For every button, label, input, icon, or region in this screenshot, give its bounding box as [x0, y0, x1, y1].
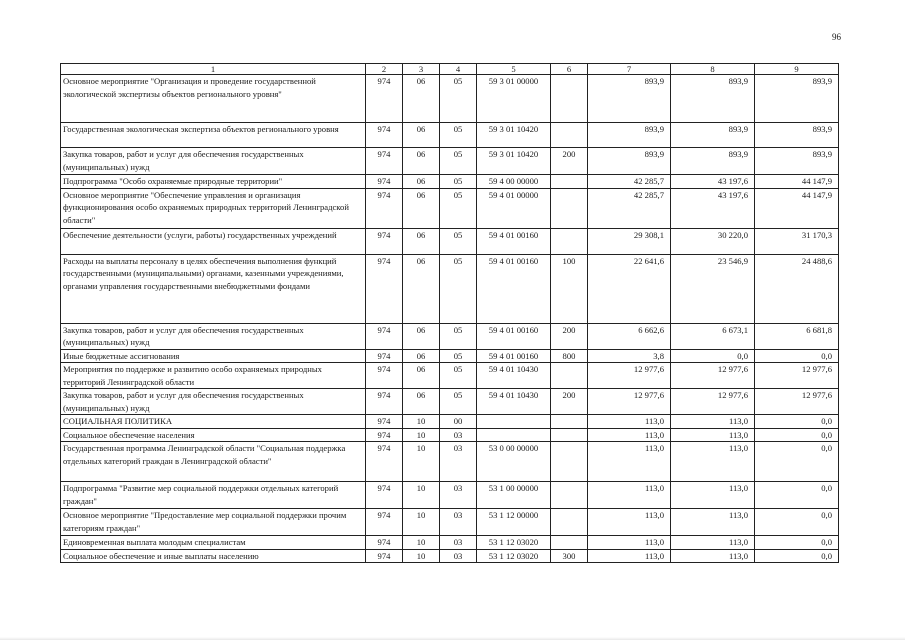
cell-amount-1: 3,8: [588, 349, 671, 363]
cell-expense-type: [551, 415, 588, 429]
cell-amount-2: 30 220,0: [671, 228, 755, 254]
cell-amount-2: 12 977,6: [671, 363, 755, 389]
cell-amount-1: 6 662,6: [588, 323, 671, 349]
cell-name: Основное мероприятие "Организация и проведение государственной экологической экспертизы объектов регионального уровня": [61, 75, 366, 123]
cell-name: Государственная экологическая экспертиза объектов регионального уровня: [61, 123, 366, 148]
cell-target-article: 59 4 01 00000: [477, 188, 551, 228]
cell-target-article: 53 1 00 00000: [477, 482, 551, 509]
table-row: [61, 549, 839, 563]
cell-subsection: 05: [440, 363, 477, 389]
cell-target-article: 53 1 12 03020: [477, 536, 551, 550]
cell-admin-code: 974: [366, 482, 403, 509]
table-row: [61, 75, 839, 123]
cell-name: Подпрограмма "Развитие мер социальной поддержки отдельных категорий граждан": [61, 482, 366, 509]
cell-subsection: 03: [440, 509, 477, 536]
cell-subsection: 05: [440, 254, 477, 323]
cell-subsection: 05: [440, 389, 477, 415]
cell-amount-1: 12 977,6: [588, 363, 671, 389]
cell-amount-2: 12 977,6: [671, 389, 755, 415]
cell-expense-type: [551, 363, 588, 389]
header-cell: 6: [551, 64, 588, 75]
cell-target-article: 59 3 01 00000: [477, 75, 551, 123]
cell-admin-code: 974: [366, 148, 403, 175]
cell-amount-3: 12 977,6: [755, 363, 839, 389]
cell-amount-2: 43 197,6: [671, 175, 755, 189]
cell-section: 10: [403, 428, 440, 442]
cell-amount-3: 893,9: [755, 148, 839, 175]
cell-amount-1: 42 285,7: [588, 188, 671, 228]
cell-amount-1: 113,0: [588, 482, 671, 509]
cell-name: Единовременная выплата молодым специалистам: [61, 536, 366, 550]
table-row: [61, 509, 839, 536]
cell-section: 10: [403, 549, 440, 563]
table-body: [61, 75, 839, 563]
cell-subsection: 00: [440, 415, 477, 429]
cell-amount-2: 893,9: [671, 75, 755, 123]
cell-name: Мероприятия по поддержке и развитию особо охраняемых природных территорий Ленинградской области: [61, 363, 366, 389]
cell-target-article: [477, 415, 551, 429]
cell-amount-2: 893,9: [671, 148, 755, 175]
cell-expense-type: [551, 536, 588, 550]
cell-admin-code: 974: [366, 228, 403, 254]
cell-target-article: 53 1 12 03020: [477, 549, 551, 563]
cell-amount-1: 113,0: [588, 549, 671, 563]
cell-name: Основное мероприятие "Обеспечение управления и организация функционирования особо охраняемых природных территорий Ленинградской области": [61, 188, 366, 228]
cell-amount-3: 0,0: [755, 509, 839, 536]
header-cell: 7: [588, 64, 671, 75]
cell-name: Государственная программа Ленинградской области "Социальная поддержка отдельных категорий граждан в Ленинградской области": [61, 442, 366, 482]
cell-amount-1: 113,0: [588, 428, 671, 442]
cell-admin-code: 974: [366, 323, 403, 349]
cell-amount-1: 12 977,6: [588, 389, 671, 415]
cell-expense-type: [551, 75, 588, 123]
header-cell: 9: [755, 64, 839, 75]
cell-amount-3: 44 147,9: [755, 175, 839, 189]
cell-amount-3: 893,9: [755, 123, 839, 148]
cell-name: Обеспечение деятельности (услуги, работы) государственных учреждений: [61, 228, 366, 254]
table-row: [61, 363, 839, 389]
cell-admin-code: 974: [366, 254, 403, 323]
cell-amount-3: 24 488,6: [755, 254, 839, 323]
budget-table: [60, 63, 839, 563]
cell-section: 10: [403, 442, 440, 482]
cell-name: Расходы на выплаты персоналу в целях обеспечения выполнения функций государственными (муниципальными) органами, казенными учреждениями, органами управления государственными внебюджетными фондами: [61, 254, 366, 323]
cell-subsection: 05: [440, 148, 477, 175]
cell-admin-code: 974: [366, 415, 403, 429]
cell-admin-code: 974: [366, 389, 403, 415]
cell-section: 06: [403, 188, 440, 228]
cell-amount-2: 6 673,1: [671, 323, 755, 349]
cell-amount-3: 0,0: [755, 442, 839, 482]
table-row: [61, 228, 839, 254]
cell-admin-code: 974: [366, 123, 403, 148]
table-row: [61, 442, 839, 482]
table-row: [61, 175, 839, 189]
cell-target-article: 53 0 00 00000: [477, 442, 551, 482]
cell-admin-code: 974: [366, 442, 403, 482]
cell-expense-type: [551, 175, 588, 189]
header-cell: 5: [477, 64, 551, 75]
cell-expense-type: [551, 428, 588, 442]
page-number: 96: [832, 32, 841, 42]
cell-section: 06: [403, 228, 440, 254]
cell-section: 06: [403, 349, 440, 363]
cell-amount-2: 113,0: [671, 442, 755, 482]
cell-subsection: 05: [440, 123, 477, 148]
table-row: [61, 428, 839, 442]
cell-subsection: 05: [440, 323, 477, 349]
cell-admin-code: 974: [366, 549, 403, 563]
cell-amount-2: 113,0: [671, 536, 755, 550]
cell-amount-2: 23 546,9: [671, 254, 755, 323]
cell-expense-type: 200: [551, 389, 588, 415]
cell-amount-3: 31 170,3: [755, 228, 839, 254]
header-cell: 2: [366, 64, 403, 75]
cell-admin-code: 974: [366, 363, 403, 389]
cell-expense-type: [551, 188, 588, 228]
cell-expense-type: [551, 482, 588, 509]
cell-section: 10: [403, 415, 440, 429]
cell-amount-3: 0,0: [755, 549, 839, 563]
cell-amount-2: 113,0: [671, 482, 755, 509]
cell-target-article: 59 3 01 10420: [477, 148, 551, 175]
cell-section: 06: [403, 148, 440, 175]
cell-name: Основное мероприятие "Предоставление мер социальной поддержки прочим категориям граждан": [61, 509, 366, 536]
cell-amount-2: 113,0: [671, 549, 755, 563]
cell-target-article: 59 4 01 00160: [477, 254, 551, 323]
cell-amount-1: 893,9: [588, 123, 671, 148]
table-row: [61, 188, 839, 228]
cell-subsection: 03: [440, 482, 477, 509]
table-row: [61, 482, 839, 509]
cell-expense-type: [551, 442, 588, 482]
cell-subsection: 05: [440, 75, 477, 123]
cell-section: 06: [403, 175, 440, 189]
cell-subsection: 05: [440, 228, 477, 254]
cell-subsection: 05: [440, 188, 477, 228]
cell-amount-3: 0,0: [755, 428, 839, 442]
table-row: [61, 536, 839, 550]
cell-admin-code: 974: [366, 428, 403, 442]
cell-amount-3: 893,9: [755, 75, 839, 123]
cell-section: 06: [403, 363, 440, 389]
cell-name: Закупка товаров, работ и услуг для обеспечения государственных (муниципальных) нужд: [61, 389, 366, 415]
cell-admin-code: 974: [366, 75, 403, 123]
cell-target-article: 59 4 00 00000: [477, 175, 551, 189]
cell-amount-2: 893,9: [671, 123, 755, 148]
cell-section: 06: [403, 323, 440, 349]
cell-amount-3: 0,0: [755, 415, 839, 429]
cell-section: 10: [403, 509, 440, 536]
cell-target-article: 59 4 01 10430: [477, 363, 551, 389]
cell-amount-3: 0,0: [755, 536, 839, 550]
cell-target-article: 59 4 01 00160: [477, 228, 551, 254]
cell-expense-type: 300: [551, 549, 588, 563]
cell-amount-3: 6 681,8: [755, 323, 839, 349]
header-cell: 3: [403, 64, 440, 75]
cell-amount-1: 893,9: [588, 75, 671, 123]
cell-target-article: 53 1 12 00000: [477, 509, 551, 536]
cell-subsection: 03: [440, 536, 477, 550]
cell-amount-2: 113,0: [671, 428, 755, 442]
table-row: [61, 148, 839, 175]
cell-subsection: 05: [440, 349, 477, 363]
cell-section: 06: [403, 123, 440, 148]
cell-expense-type: 800: [551, 349, 588, 363]
cell-amount-2: 43 197,6: [671, 188, 755, 228]
cell-name: Закупка товаров, работ и услуг для обеспечения государственных (муниципальных) нужд: [61, 323, 366, 349]
cell-amount-1: 22 641,6: [588, 254, 671, 323]
table-row: [61, 254, 839, 323]
cell-subsection: 03: [440, 549, 477, 563]
cell-subsection: 05: [440, 175, 477, 189]
cell-section: 10: [403, 482, 440, 509]
cell-name: Иные бюджетные ассигнования: [61, 349, 366, 363]
cell-amount-2: 113,0: [671, 415, 755, 429]
header-row: [61, 64, 839, 75]
cell-section: 06: [403, 75, 440, 123]
cell-section: 06: [403, 254, 440, 323]
cell-amount-3: 0,0: [755, 349, 839, 363]
cell-admin-code: 974: [366, 188, 403, 228]
cell-admin-code: 974: [366, 536, 403, 550]
cell-name: Закупка товаров, работ и услуг для обеспечения государственных (муниципальных) нужд: [61, 148, 366, 175]
cell-expense-type: [551, 123, 588, 148]
cell-amount-1: 893,9: [588, 148, 671, 175]
table-row: [61, 323, 839, 349]
cell-amount-1: 42 285,7: [588, 175, 671, 189]
table-row: [61, 389, 839, 415]
cell-target-article: [477, 428, 551, 442]
cell-amount-1: 29 308,1: [588, 228, 671, 254]
table-row: [61, 123, 839, 148]
header-cell: 1: [61, 64, 366, 75]
header-cell: 8: [671, 64, 755, 75]
table-row: [61, 349, 839, 363]
cell-name: Социальное обеспечение населения: [61, 428, 366, 442]
cell-amount-1: 113,0: [588, 415, 671, 429]
cell-admin-code: 974: [366, 509, 403, 536]
table-row: [61, 415, 839, 429]
cell-target-article: 59 4 01 10430: [477, 389, 551, 415]
cell-name: Социальное обеспечение и иные выплаты населению: [61, 549, 366, 563]
header-cell: 4: [440, 64, 477, 75]
cell-expense-type: 200: [551, 323, 588, 349]
cell-name: СОЦИАЛЬНАЯ ПОЛИТИКА: [61, 415, 366, 429]
cell-expense-type: [551, 228, 588, 254]
cell-admin-code: 974: [366, 349, 403, 363]
cell-expense-type: 100: [551, 254, 588, 323]
cell-subsection: 03: [440, 442, 477, 482]
cell-amount-3: 0,0: [755, 482, 839, 509]
cell-subsection: 03: [440, 428, 477, 442]
cell-amount-3: 12 977,6: [755, 389, 839, 415]
cell-target-article: 59 4 01 00160: [477, 323, 551, 349]
cell-amount-2: 0,0: [671, 349, 755, 363]
cell-amount-2: 113,0: [671, 509, 755, 536]
cell-target-article: 59 4 01 00160: [477, 349, 551, 363]
cell-admin-code: 974: [366, 175, 403, 189]
cell-section: 10: [403, 536, 440, 550]
cell-amount-3: 44 147,9: [755, 188, 839, 228]
cell-amount-1: 113,0: [588, 536, 671, 550]
cell-amount-1: 113,0: [588, 509, 671, 536]
cell-expense-type: 200: [551, 148, 588, 175]
cell-amount-1: 113,0: [588, 442, 671, 482]
cell-name: Подпрограмма "Особо охраняемые природные территории": [61, 175, 366, 189]
cell-expense-type: [551, 509, 588, 536]
cell-section: 06: [403, 389, 440, 415]
cell-target-article: 59 3 01 10420: [477, 123, 551, 148]
